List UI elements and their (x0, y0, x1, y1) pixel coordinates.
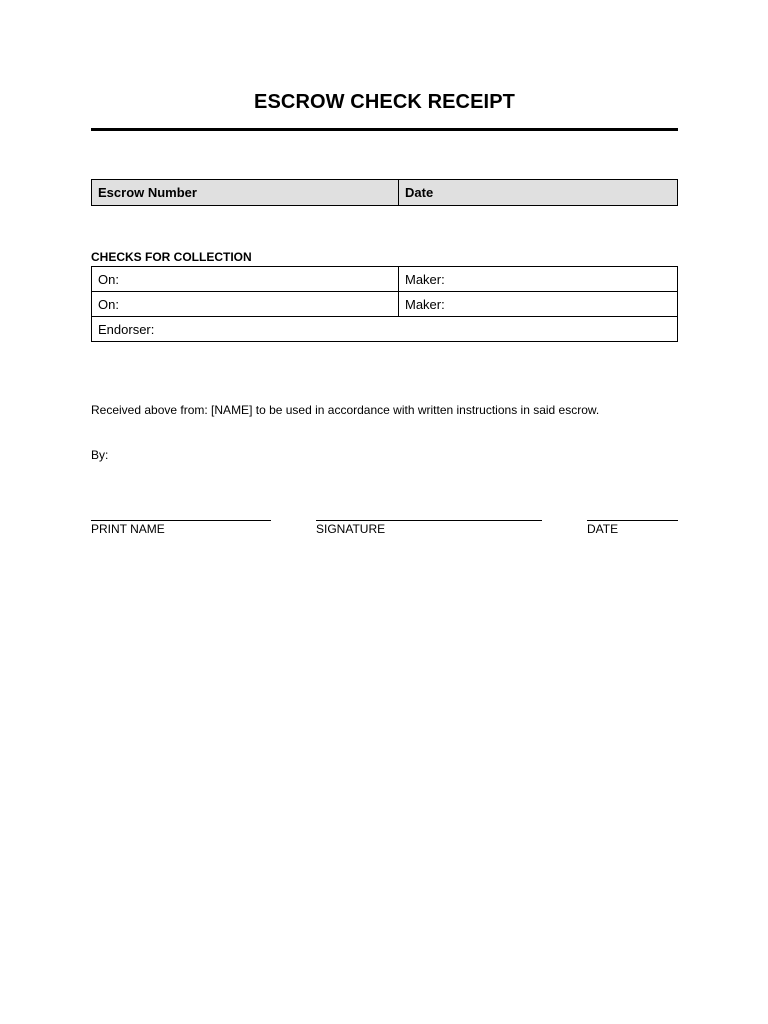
table-row (92, 180, 678, 206)
date-cell: Date (399, 180, 678, 206)
table-row (92, 317, 678, 342)
check-maker-cell: Maker: (399, 292, 678, 317)
endorser-cell: Endorser: (92, 317, 678, 342)
document-title: ESCROW CHECK RECEIPT (254, 91, 515, 113)
date-label: DATE (587, 522, 619, 536)
check-maker-cell: Maker: (399, 267, 678, 292)
by-label: By: (91, 448, 109, 462)
table-row (92, 292, 678, 317)
date-line (587, 520, 678, 521)
escrow-header-table (91, 179, 678, 206)
checks-table (91, 266, 678, 342)
signature-label: SIGNATURE (316, 522, 386, 536)
title-rule (91, 128, 678, 131)
check-on-cell: On: (92, 267, 399, 292)
print-name-line (91, 520, 271, 521)
print-name-label: PRINT NAME (91, 522, 165, 536)
table-row (92, 267, 678, 292)
escrow-number-cell: Escrow Number (92, 180, 399, 206)
check-on-cell: On: (92, 292, 399, 317)
received-statement: Received above from: [NAME] to be used in accordance with written instructions in said escrow. (91, 403, 600, 417)
checks-section-heading: CHECKS FOR COLLECTION (91, 250, 252, 264)
signature-line (316, 520, 542, 521)
